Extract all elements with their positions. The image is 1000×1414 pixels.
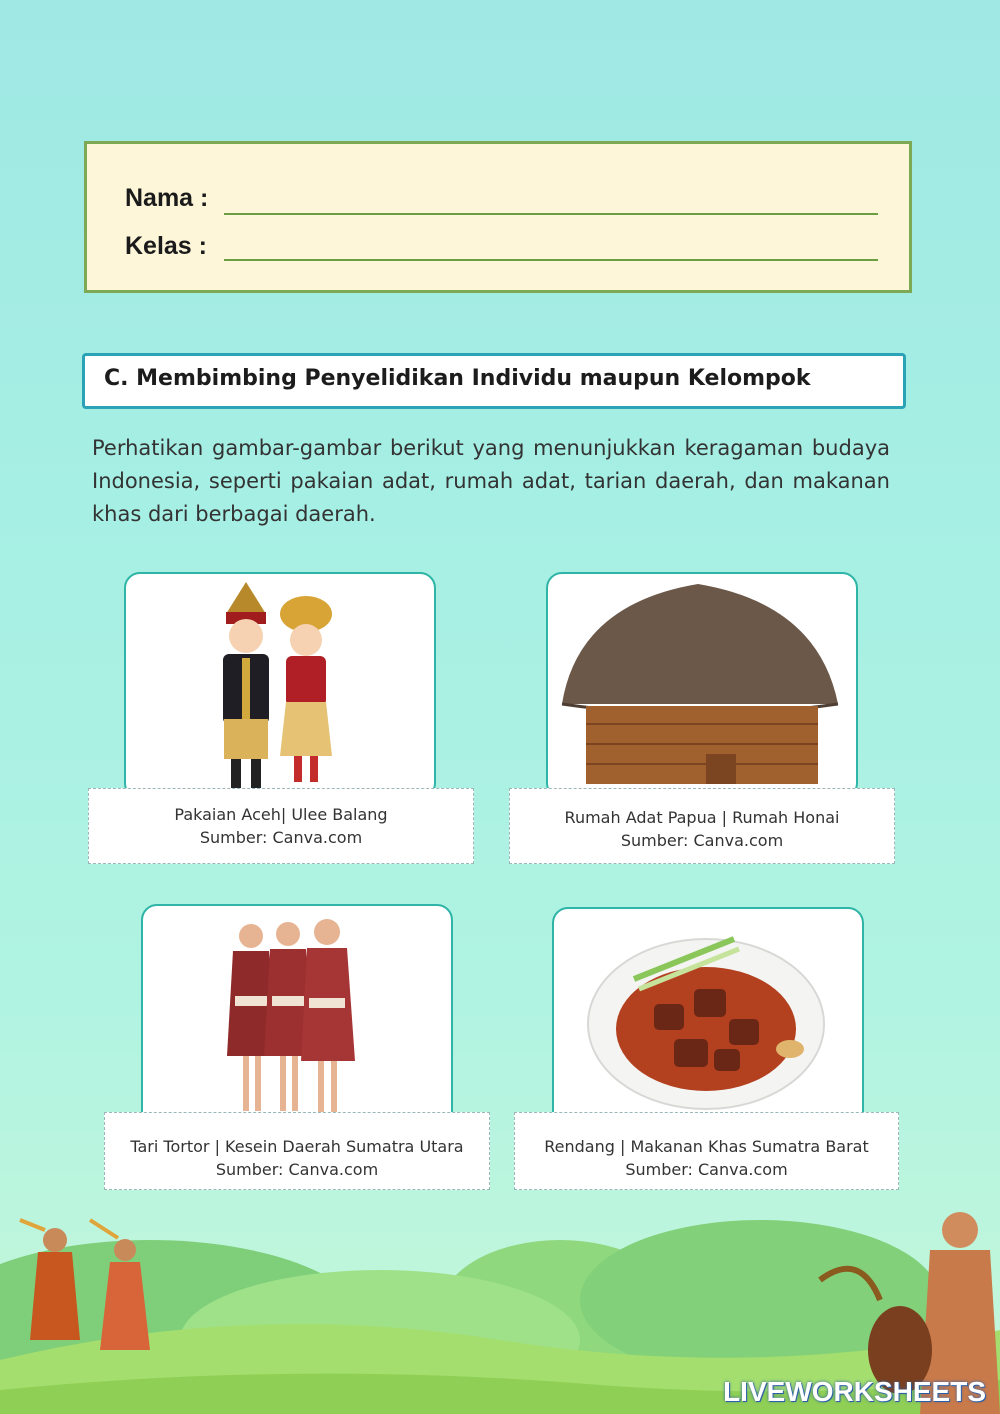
image-card-aceh-clothing [124, 572, 436, 799]
name-label: Nama : [125, 184, 209, 212]
caption-title: Pakaian Aceh| Ulee Balang [174, 805, 388, 824]
caption-tortor-dance [104, 1112, 490, 1190]
section-title: C. Membimbing Penyelidikan Individu maupun Kelompok [104, 366, 811, 391]
section-header [82, 353, 906, 409]
aceh-couple-illustration [126, 574, 434, 797]
caption-title: Rendang | Makanan Khas Sumatra Barat [544, 1137, 869, 1156]
name-input-line[interactable] [224, 213, 878, 215]
honai-house-illustration [548, 574, 856, 797]
caption-title: Rumah Adat Papua | Rumah Honai [564, 808, 840, 827]
image-card-tortor-dance [141, 904, 453, 1131]
caption-source: Sumber: Canva.com [625, 1160, 788, 1179]
student-info-box [84, 141, 912, 293]
caption-title: Tari Tortor | Kesein Daerah Sumatra Utara [130, 1137, 464, 1156]
liveworksheets-logo: LIVEWORKSHEETS [723, 1376, 986, 1407]
caption-source: Sumber: Canva.com [620, 831, 784, 850]
class-label: Kelas : [125, 232, 207, 260]
caption-rendang [514, 1112, 899, 1190]
caption-honai-house [509, 788, 895, 864]
caption-source: Sumber: Canva.com [215, 1160, 379, 1179]
tortor-dancers-illustration [143, 906, 451, 1129]
image-card-rendang [552, 907, 864, 1134]
caption-source: Sumber: Canva.com [199, 828, 363, 847]
intro-paragraph: Perhatikan gambar-gambar berikut yang menunjukkan keragaman budaya Indonesia, seperti pakaian adat, rumah adat, tarian daerah, dan makanan khas dari berbagai daerah. [92, 436, 890, 526]
image-card-honai-house [546, 572, 858, 799]
rendang-plate-illustration [554, 909, 862, 1132]
class-input-line[interactable] [224, 259, 878, 261]
caption-aceh-clothing [88, 788, 474, 864]
